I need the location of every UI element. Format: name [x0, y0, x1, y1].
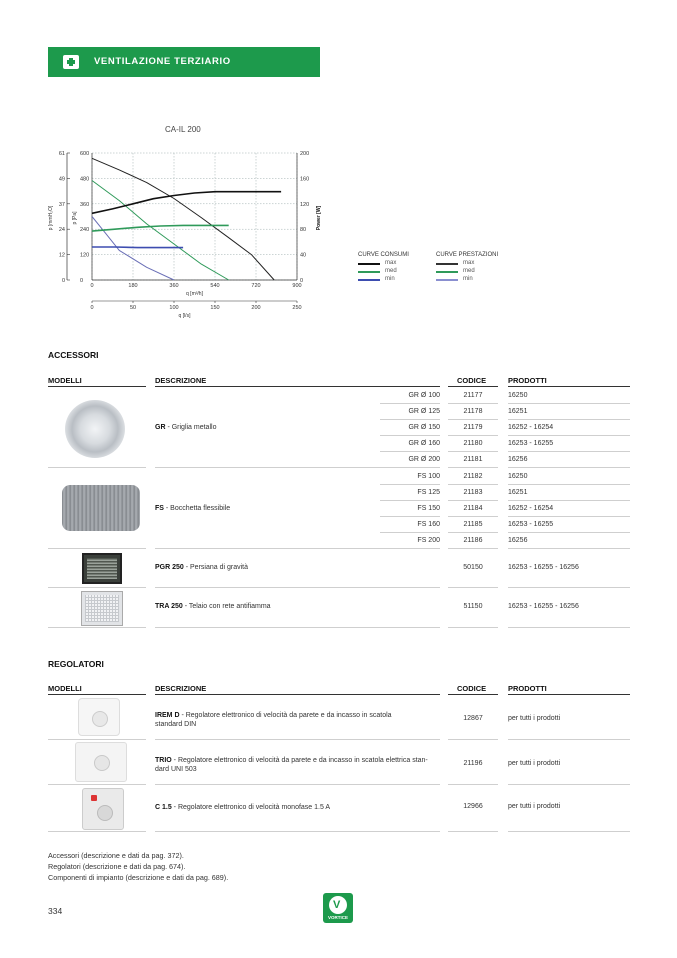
fs-size: FS 200 — [417, 537, 440, 544]
fs-code: 21186 — [463, 537, 483, 544]
legend-item — [436, 260, 506, 268]
gr-size: GR Ø 200 — [408, 456, 440, 463]
tick-label-m3h: 720 — [251, 283, 261, 289]
col-descrizione: DESCRIZIONE — [155, 684, 207, 693]
series-line-consumi-min — [92, 247, 183, 248]
logo-mark: V — [333, 899, 341, 911]
regolatore-description: C 1.5 - Regolatore elettronico di velocità monofase 1.5 A — [155, 804, 331, 811]
tick-label-power: 80 — [300, 227, 307, 234]
row-divider — [448, 548, 498, 549]
legend-item — [358, 268, 428, 276]
performance-chart — [0, 140, 677, 330]
tick-label-m3h: 540 — [210, 283, 220, 289]
fs-size: FS 125 — [417, 489, 440, 496]
fs-products: 16251 — [508, 489, 528, 496]
row-divider — [448, 484, 498, 485]
tick-label-mmh2o: 0 — [61, 278, 65, 284]
regolatore-description: IREM D - Regolatore elettronico di velocità da parete e da incasso in scatola standard DIN — [155, 712, 392, 728]
persiana-gravita-image — [82, 553, 122, 584]
col-prodotti: PRODOTTI — [508, 376, 547, 385]
tick-label-pa: 360 — [80, 201, 90, 208]
vortice-logo — [323, 893, 353, 923]
tick-label-power: 120 — [300, 201, 310, 208]
row-divider — [508, 516, 630, 517]
tick-label-mmh2o: 49 — [58, 176, 65, 183]
col-codice: CODICE — [457, 684, 487, 693]
section-banner — [48, 47, 320, 77]
fs-description: FS - Bocchetta flessibile — [155, 505, 231, 512]
gr-description: GR - Griglia metallo — [155, 424, 217, 431]
gr-code: 21179 — [463, 424, 483, 431]
row-divider — [380, 435, 440, 436]
row-divider — [48, 831, 146, 832]
row-divider — [508, 587, 630, 588]
row-divider — [448, 532, 498, 533]
regolatore-code: 12966 — [463, 803, 483, 810]
gr-products: 16250 — [508, 392, 528, 399]
row-divider — [48, 467, 146, 468]
row-divider — [48, 587, 146, 588]
gr-code: 21177 — [463, 392, 483, 399]
row-divider — [508, 451, 630, 452]
gr-code: 21181 — [463, 456, 483, 463]
regolatore-products: per tutti i prodotti — [508, 715, 561, 722]
legend-swatch — [436, 263, 458, 265]
series-line-consumi-med — [92, 225, 229, 231]
header-rule — [48, 386, 146, 387]
y-axis-label-mmh2o: p [mmH₂O] — [48, 205, 54, 231]
col-modelli: MODELLI — [48, 376, 82, 385]
plus-box-icon — [63, 55, 79, 69]
tick-label-power: 200 — [300, 151, 310, 157]
tick-label-power: 0 — [300, 278, 304, 284]
row-divider — [508, 435, 630, 436]
regolatore-description: TRIO - Regolatore elettronico di velocità da parete e da incasso in scatola elettrica stan- dard UNI 503 — [155, 757, 428, 773]
legend-swatch — [358, 271, 380, 273]
row-divider — [48, 627, 146, 628]
footer-note: Componenti di impianto (descrizione e dati da pag. 689). — [48, 873, 229, 882]
row-divider — [448, 627, 498, 628]
row-divider — [448, 831, 498, 832]
legend-consumi-title: CURVE CONSUMI — [358, 252, 409, 258]
legend-prestazioni-title: CURVE PRESTAZIONI — [436, 252, 499, 258]
row-divider — [448, 403, 498, 404]
row-divider — [448, 419, 498, 420]
legend-label: med — [385, 268, 397, 274]
gr-size: GR Ø 125 — [408, 408, 440, 415]
col-codice: CODICE — [457, 376, 487, 385]
fs-code: 21183 — [463, 489, 483, 496]
tick-label-mmh2o: 12 — [58, 252, 65, 259]
tick-label-ls: 0 — [90, 305, 94, 311]
tick-label-m3h: 900 — [292, 283, 302, 289]
tick-label-ls: 100 — [169, 305, 179, 311]
row-divider — [380, 532, 440, 533]
tick-label-pa: 120 — [80, 252, 90, 259]
row-divider — [380, 516, 440, 517]
header-rule — [508, 386, 630, 387]
gr-size: GR Ø 100 — [408, 392, 440, 399]
trio-image — [75, 742, 127, 782]
page-number: 334 — [48, 906, 63, 916]
gr-products: 16256 — [508, 456, 528, 463]
legend-swatch — [436, 271, 458, 273]
row-divider — [380, 451, 440, 452]
y-axis-label-pa: p [Pa] — [72, 211, 78, 225]
fs-products: 16256 — [508, 537, 528, 544]
footer-note: Regolatori (descrizione e dati da pag. 674). — [48, 862, 186, 871]
tick-label-ls: 200 — [251, 305, 261, 311]
tra-products: 16253 - 16255 - 16256 — [508, 603, 579, 610]
tick-label-mmh2o: 24 — [58, 227, 65, 234]
series-line-prestazioni-max — [92, 158, 274, 280]
row-divider — [508, 831, 630, 832]
fs-products: 16253 - 16255 — [508, 521, 554, 528]
pgr-products: 16253 - 16255 - 16256 — [508, 564, 579, 571]
fs-size: FS 150 — [417, 505, 440, 512]
legend-swatch — [358, 279, 380, 281]
legend-item — [358, 276, 428, 284]
section-title: VENTILAZIONE TERZIARIO — [94, 56, 231, 67]
row-divider — [508, 739, 630, 740]
telaio-rete-image — [81, 591, 123, 626]
tick-label-mmh2o: 61 — [58, 151, 65, 157]
header-rule — [508, 694, 630, 695]
row-divider — [380, 500, 440, 501]
row-divider — [508, 548, 630, 549]
tick-label-pa: 240 — [80, 227, 90, 234]
irem-d-image — [78, 698, 120, 736]
griglia-metallo-image — [65, 400, 125, 458]
legend-label: min — [463, 276, 473, 282]
legend-swatch — [358, 263, 380, 265]
legend-item — [436, 268, 506, 276]
gr-products: 16252 - 16254 — [508, 424, 554, 431]
tick-label-m3h: 0 — [90, 283, 94, 289]
footer-note: Accessori (descrizione e dati da pag. 372). — [48, 851, 184, 860]
tick-label-ls: 250 — [292, 305, 302, 311]
row-divider — [48, 739, 146, 740]
tick-label-m3h: 180 — [128, 283, 138, 289]
row-divider — [508, 467, 630, 468]
row-divider — [508, 484, 630, 485]
bocchetta-flessibile-image — [62, 485, 140, 531]
row-divider — [448, 451, 498, 452]
tick-label-power: 40 — [300, 252, 307, 259]
gr-size: GR Ø 150 — [408, 424, 440, 431]
header-rule — [448, 694, 498, 695]
legend-label: max — [385, 260, 397, 266]
fs-products: 16250 — [508, 473, 528, 480]
gr-code: 21178 — [463, 408, 483, 415]
tick-label-power: 160 — [300, 176, 310, 183]
row-divider — [448, 500, 498, 501]
row-divider — [508, 532, 630, 533]
regolatori-title: REGOLATORI — [48, 659, 104, 669]
gr-products: 16253 - 16255 — [508, 440, 554, 447]
header-rule — [48, 694, 146, 695]
col-modelli: MODELLI — [48, 684, 82, 693]
tick-label-m3h: 360 — [169, 283, 179, 289]
regolatore-products: per tutti i prodotti — [508, 760, 561, 767]
accessori-title: ACCESSORI — [48, 350, 99, 360]
y-axis-label-power: Power [W] — [316, 205, 322, 231]
tick-label-ls: 150 — [210, 305, 220, 311]
logo-text: VORTICE — [327, 915, 348, 920]
legend-item — [358, 260, 428, 268]
col-prodotti: PRODOTTI — [508, 684, 547, 693]
fs-code: 21182 — [463, 473, 483, 480]
row-divider — [508, 419, 630, 420]
fs-size: FS 100 — [417, 473, 440, 480]
regolatore-code: 12867 — [463, 715, 483, 722]
gr-size: GR Ø 160 — [408, 440, 440, 447]
row-divider — [448, 739, 498, 740]
pgr-code: 50150 — [463, 564, 483, 571]
legend-swatch — [436, 279, 458, 281]
header-rule — [155, 694, 440, 695]
row-divider — [508, 627, 630, 628]
row-divider — [155, 627, 440, 628]
row-divider — [508, 403, 630, 404]
row-divider — [508, 784, 630, 785]
legend-label: min — [385, 276, 395, 282]
tick-label-pa: 600 — [80, 151, 90, 157]
tick-label-ls: 50 — [129, 305, 137, 311]
series-line-prestazioni-med — [92, 181, 229, 281]
row-divider — [380, 548, 440, 549]
pgr-description: PGR 250 - Persiana di gravità — [155, 564, 248, 571]
row-divider — [448, 467, 498, 468]
legend-item — [436, 276, 506, 284]
gr-code: 21180 — [463, 440, 483, 447]
fs-products: 16252 - 16254 — [508, 505, 554, 512]
gr-products: 16251 — [508, 408, 528, 415]
regolatore-code: 21196 — [463, 760, 483, 767]
fs-code: 21184 — [463, 505, 483, 512]
row-divider — [448, 435, 498, 436]
x-axis-label-ls: q [l/s] — [178, 313, 191, 319]
row-divider — [48, 784, 146, 785]
row-divider — [48, 548, 146, 549]
legend-label: max — [463, 260, 475, 266]
row-divider — [155, 831, 440, 832]
x-axis-label-m3h: q [m³/h] — [186, 291, 203, 297]
row-divider — [448, 784, 498, 785]
chart-title: CA-IL 200 — [165, 125, 201, 134]
header-rule — [155, 386, 440, 387]
header-rule — [448, 386, 498, 387]
row-divider — [380, 419, 440, 420]
row-divider — [448, 516, 498, 517]
row-divider — [380, 403, 440, 404]
regolatore-products: per tutti i prodotti — [508, 803, 561, 810]
tra-code: 51150 — [463, 603, 483, 610]
row-divider — [155, 784, 440, 785]
series-line-consumi-max — [92, 192, 281, 214]
row-divider — [380, 467, 440, 468]
tick-label-mmh2o: 37 — [58, 201, 65, 208]
col-descrizione: DESCRIZIONE — [155, 376, 207, 385]
row-divider — [448, 587, 498, 588]
c15-image — [82, 788, 124, 830]
legend-label: med — [463, 268, 475, 274]
row-divider — [380, 484, 440, 485]
tick-label-pa: 480 — [80, 176, 90, 183]
row-divider — [508, 500, 630, 501]
tra-description: TRA 250 - Telaio con rete antifiamma — [155, 603, 271, 610]
fs-size: FS 160 — [417, 521, 440, 528]
row-divider — [155, 739, 440, 740]
tick-label-pa: 0 — [80, 278, 84, 284]
fs-code: 21185 — [463, 521, 483, 528]
row-divider — [155, 587, 440, 588]
